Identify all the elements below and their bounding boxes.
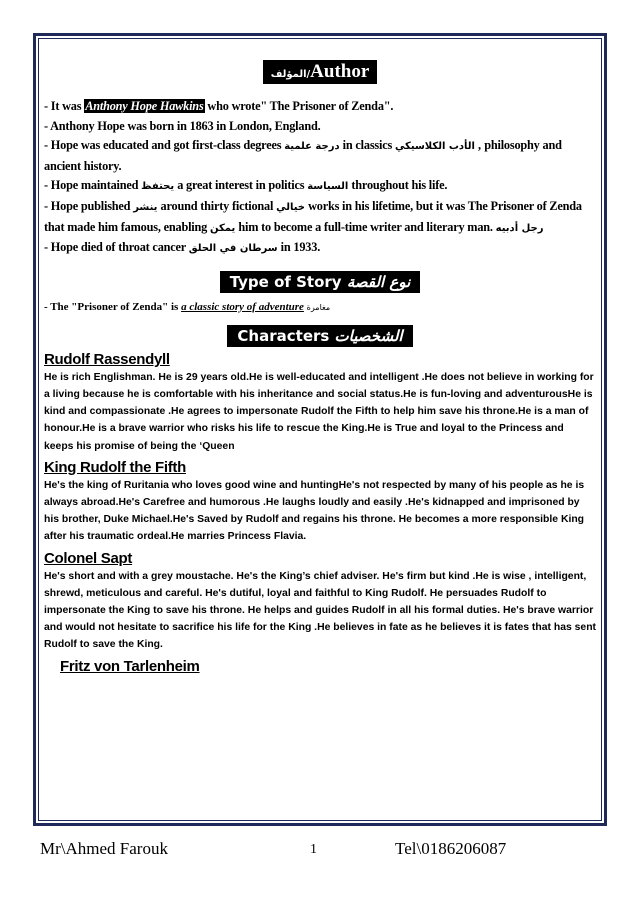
page-number: 1 — [310, 842, 317, 857]
author-line-3-mid: in classics — [339, 138, 395, 153]
arabic-gloss: سرطان في الحلق — [188, 243, 278, 255]
author-line-1 — [44, 97, 596, 117]
author-line-5-post2: him to become a full-time writer and literary man. — [235, 219, 496, 234]
character-king-rudolf — [44, 459, 596, 546]
author-heading-arabic: المؤلف/ — [270, 69, 311, 80]
footer-author: Mr\Ahmed Farouk — [40, 839, 168, 858]
character-description: He is rich Englishman. He is 29 years old.He is well-educated and intelligent .He does not believe in working for a living because he is comfortable with his inheritance and social status.He is fun-loving and adventurousHe is kind and compassionate .He agrees to impersonate Rudolf the Fifth to help him save his throne.He is a man of honour.He is a brave warrior who risks his life to rescue the King.He is True and loyal to the Princess and keeps his promise of being the ‘Queen — [44, 371, 594, 452]
author-line-6 — [44, 238, 596, 259]
arabic-gloss: السياسة — [307, 181, 349, 193]
author-info — [44, 97, 596, 259]
story-type-text: a classic story of adventure — [181, 300, 304, 313]
type-line-pre: - The "Prisoner of Zenda" is — [44, 300, 182, 313]
author-line-4 — [44, 176, 596, 197]
author-heading-english: Author — [310, 61, 370, 82]
characters-heading-arabic: الشخصيات — [334, 326, 403, 345]
author-line-3 — [44, 136, 596, 176]
arabic-gloss: درجة علمية — [284, 141, 340, 153]
page-content — [44, 56, 596, 676]
arabic-gloss: خيالي — [276, 201, 305, 213]
author-line-6-post: in 1933. — [277, 240, 321, 255]
author-line-6-pre: - Hope died of throat cancer — [44, 240, 189, 255]
author-line-3-pre: - Hope was educated and got first-class degrees — [44, 138, 285, 153]
author-heading — [263, 60, 378, 84]
arabic-gloss: يحتفظ — [141, 181, 175, 193]
type-heading-english: Type of Story — [229, 272, 342, 291]
arabic-gloss: ينشر — [133, 201, 158, 213]
type-of-story-heading — [220, 271, 421, 293]
footer-phone: Tel\0186206087 — [395, 839, 507, 858]
arabic-gloss: الأدب الكلاسيكي — [394, 141, 475, 153]
author-line-5-mid: around thirty fictional — [157, 198, 277, 213]
arabic-gloss: يمكن — [209, 222, 236, 234]
character-description: He's short and with a grey moustache. He's the King’s chief adviser. He's firm but kind .He is wise , intelligent, shrewd, meticulous and careful. He's dutiful, loyal and faithful to King Rudolf. He persuades Rudolf to impersonate the King to save his throne. He helps and guides Rudolf in all his formal duties. He's brave warrior and would not hesitate to sacrifice his life for the King .He believes in fate as he believes it is fates that has sent Rudolf to save the King. — [44, 570, 597, 651]
author-line-2: - Anthony Hope was born in 1863 in London, England. — [44, 118, 321, 133]
author-line-1-post: who wrote" The Prisoner of Zenda". — [204, 99, 394, 113]
author-name-highlight: Anthony Hope Hawkins — [85, 99, 204, 113]
author-line-5 — [44, 197, 596, 238]
author-line-4-post: throughout his life. — [348, 178, 448, 193]
character-name: Colonel Sapt — [44, 549, 133, 567]
character-name: Rudolf Rassendyll — [44, 350, 170, 368]
author-line-1-pre: - It was — [44, 99, 85, 113]
type-of-story-line — [44, 301, 596, 313]
author-line-4-pre: - Hope maintained — [44, 178, 142, 193]
character-colonel-sapt — [44, 550, 596, 654]
author-line-4-mid: a great interest in politics — [174, 178, 308, 193]
type-heading-arabic: نوع القصة — [346, 272, 411, 291]
page-footer — [40, 839, 600, 863]
author-line-5-pre: - Hope published — [44, 198, 134, 213]
characters-heading — [227, 325, 412, 347]
character-rudolf-rassendyll — [44, 351, 596, 455]
author-line-5-post: works in his lifetime, but it was The Prisoner of Zenda that made him famous, enabling — [44, 198, 582, 234]
character-fritz — [44, 658, 596, 675]
arabic-gloss: رجل أدبيه — [495, 222, 544, 234]
characters-heading-english: Characters — [237, 326, 330, 345]
character-name: Fritz von Tarlenheim — [60, 657, 200, 675]
arabic-gloss: مغامرة — [306, 302, 331, 312]
author-line-3-post: , philosophy and ancient history. — [44, 138, 562, 173]
character-name: King Rudolf the Fifth — [44, 458, 186, 476]
character-description: He's the king of Ruritania who loves good wine and huntingHe's not respected by many of his people as he is always abroad.He's Carefree and humorous .He laughs loudly and easily .He's kidnapped and imprisoned by his brother, Duke Michael.He's Saved by Rudolf and regains his throne. He becomes a more responsible King after his traumatic ordeal.He marries Princess Flavia. — [44, 479, 585, 543]
